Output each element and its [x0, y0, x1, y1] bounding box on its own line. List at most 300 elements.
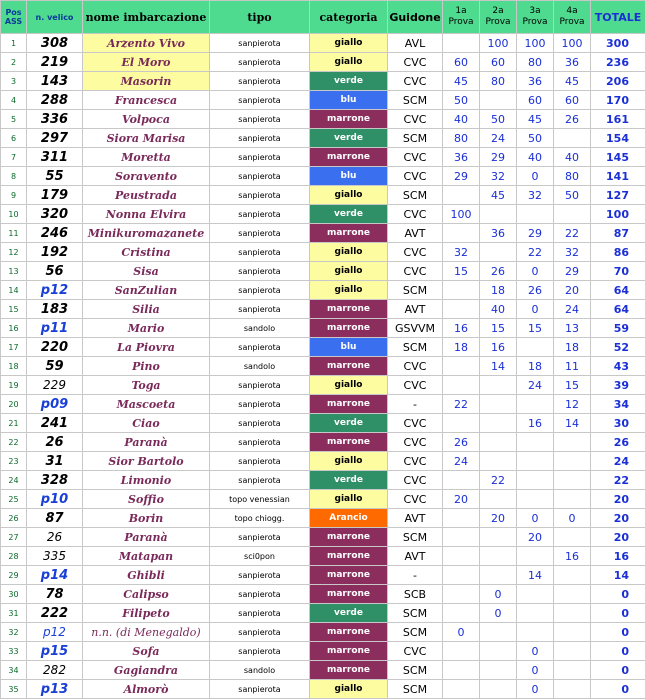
pos-header-line2: ASS — [4, 17, 23, 26]
prova1-cell: 18 — [443, 338, 480, 357]
categoria-cell: marrone — [310, 623, 388, 642]
categoria-cell: blu — [310, 91, 388, 110]
table-row — [1, 205, 645, 224]
prova3-cell: 50 — [517, 129, 554, 148]
categoria-cell: marrone — [310, 110, 388, 129]
tipo-cell: sanpierota — [210, 566, 310, 585]
nome-cell: Mascoeta — [83, 395, 210, 414]
table-row — [1, 243, 645, 262]
table-row — [1, 129, 645, 148]
prova3-cell — [517, 433, 554, 452]
guidone-cell: CVC — [388, 243, 443, 262]
header-row — [1, 1, 645, 34]
categoria-cell: giallo — [310, 262, 388, 281]
prova3-cell — [517, 547, 554, 566]
totale-cell: 127 — [591, 186, 645, 205]
prova2-cell: 32 — [480, 167, 517, 186]
nome-cell: Peustrada — [83, 186, 210, 205]
totale-cell: 43 — [591, 357, 645, 376]
prova4-cell — [554, 661, 591, 680]
categoria-cell: giallo — [310, 452, 388, 471]
prova1-header-line1: 1a — [455, 6, 467, 16]
guidone-cell: SCM — [388, 338, 443, 357]
totale-cell: 20 — [591, 528, 645, 547]
pos-cell: 23 — [1, 452, 27, 471]
velico-cell: 87 — [27, 509, 83, 528]
categoria-cell: marrone — [310, 642, 388, 661]
guidone-cell: SCB — [388, 585, 443, 604]
prova2-cell: 45 — [480, 186, 517, 205]
prova1-cell: 40 — [443, 110, 480, 129]
totale-cell: 64 — [591, 300, 645, 319]
table-row — [1, 91, 645, 110]
velico-cell: 288 — [27, 91, 83, 110]
pos-cell: 18 — [1, 357, 27, 376]
prova1-cell: 36 — [443, 148, 480, 167]
prova4-cell — [554, 566, 591, 585]
table-row — [1, 547, 645, 566]
totale-cell: 59 — [591, 319, 645, 338]
categoria-cell: Arancio — [310, 509, 388, 528]
tipo-cell: sanpierota — [210, 262, 310, 281]
tipo-cell: sanpierota — [210, 680, 310, 699]
tipo-cell: sanpierota — [210, 376, 310, 395]
prova2-header-line1: 2a — [492, 6, 504, 16]
prova2-cell — [480, 490, 517, 509]
nome-cell: Toga — [83, 376, 210, 395]
totale-header: TOTALE — [591, 1, 645, 34]
prova4-cell: 22 — [554, 224, 591, 243]
prova1-cell — [443, 585, 480, 604]
prova3-cell — [517, 395, 554, 414]
prova3-cell — [517, 205, 554, 224]
pos-header-line1: Pos — [5, 8, 22, 17]
prova2-cell: 14 — [480, 357, 517, 376]
velico-cell: p12 — [27, 281, 83, 300]
categoria-cell: marrone — [310, 585, 388, 604]
pos-cell: 4 — [1, 91, 27, 110]
prova2-cell: 20 — [480, 509, 517, 528]
table-row — [1, 604, 645, 623]
nome-cell: Masorin — [83, 72, 210, 91]
prova1-header-line2: Prova — [448, 17, 474, 27]
categoria-cell: blu — [310, 338, 388, 357]
prova2-cell: 40 — [480, 300, 517, 319]
nome-cell: Gagiandra — [83, 661, 210, 680]
tipo-cell: sanpierota — [210, 129, 310, 148]
tipo-cell: sanpierota — [210, 433, 310, 452]
prova4-cell — [554, 433, 591, 452]
prova1-cell — [443, 357, 480, 376]
pos-cell: 35 — [1, 680, 27, 699]
velico-cell: 311 — [27, 148, 83, 167]
velico-cell: 229 — [27, 376, 83, 395]
prova2-cell: 100 — [480, 34, 517, 53]
tipo-cell: sanpierota — [210, 53, 310, 72]
prova3-cell: 40 — [517, 148, 554, 167]
prova2-cell: 24 — [480, 129, 517, 148]
pos-cell: 3 — [1, 72, 27, 91]
nome-cell: Ghibli — [83, 566, 210, 585]
table-row — [1, 338, 645, 357]
prova4-cell — [554, 528, 591, 547]
nome-cell: Sofa — [83, 642, 210, 661]
velico-cell: 328 — [27, 471, 83, 490]
table-row — [1, 509, 645, 528]
tipo-cell: sandolo — [210, 357, 310, 376]
nome-cell: Mario — [83, 319, 210, 338]
guidone-cell: AVT — [388, 509, 443, 528]
totale-cell: 87 — [591, 224, 645, 243]
nome-cell: n.n. (di Menegaldo) — [83, 623, 210, 642]
totale-cell: 14 — [591, 566, 645, 585]
guidone-cell: CVC — [388, 262, 443, 281]
velico-header: n. velico — [27, 1, 83, 34]
totale-cell: 145 — [591, 148, 645, 167]
categoria-cell: marrone — [310, 300, 388, 319]
pos-cell: 14 — [1, 281, 27, 300]
prova4-cell: 15 — [554, 376, 591, 395]
prova3-cell: 45 — [517, 110, 554, 129]
nome-cell: Paranà — [83, 528, 210, 547]
prova2-cell — [480, 642, 517, 661]
totale-cell: 39 — [591, 376, 645, 395]
pos-cell: 33 — [1, 642, 27, 661]
categoria-cell: blu — [310, 167, 388, 186]
prova4-cell: 32 — [554, 243, 591, 262]
prova1-cell — [443, 224, 480, 243]
totale-cell: 161 — [591, 110, 645, 129]
prova4-cell: 45 — [554, 72, 591, 91]
prova3-header-line2: Prova — [522, 17, 548, 27]
prova3-cell: 29 — [517, 224, 554, 243]
velico-cell: 143 — [27, 72, 83, 91]
prova1-cell — [443, 604, 480, 623]
guidone-cell: CVC — [388, 452, 443, 471]
prova3-cell: 60 — [517, 91, 554, 110]
prova1-cell — [443, 547, 480, 566]
prova1-cell — [443, 642, 480, 661]
nome-cell: Siora Marisa — [83, 129, 210, 148]
prova4-cell: 20 — [554, 281, 591, 300]
categoria-cell: giallo — [310, 186, 388, 205]
categoria-cell: marrone — [310, 224, 388, 243]
table-row — [1, 281, 645, 300]
tipo-cell: sanpierota — [210, 205, 310, 224]
prova1-cell — [443, 376, 480, 395]
categoria-cell: marrone — [310, 395, 388, 414]
prova1-cell — [443, 566, 480, 585]
guidone-cell: SCM — [388, 528, 443, 547]
table-row — [1, 262, 645, 281]
prova2-cell: 36 — [480, 224, 517, 243]
velico-cell: 31 — [27, 452, 83, 471]
categoria-cell: marrone — [310, 566, 388, 585]
pos-cell: 10 — [1, 205, 27, 224]
prova2-cell: 0 — [480, 604, 517, 623]
velico-cell: 183 — [27, 300, 83, 319]
guidone-cell: CVC — [388, 205, 443, 224]
prova4-cell — [554, 452, 591, 471]
guidone-cell: CVC — [388, 53, 443, 72]
guidone-cell: CVC — [388, 414, 443, 433]
guidone-cell: CVC — [388, 148, 443, 167]
prova2-cell: 26 — [480, 262, 517, 281]
pos-cell: 20 — [1, 395, 27, 414]
nome-cell: Sior Bartolo — [83, 452, 210, 471]
prova1-cell — [443, 34, 480, 53]
velico-cell: 246 — [27, 224, 83, 243]
pos-cell: 6 — [1, 129, 27, 148]
prova1-cell: 50 — [443, 91, 480, 110]
prova1-cell — [443, 528, 480, 547]
totale-cell: 64 — [591, 281, 645, 300]
nome-cell: Soffio — [83, 490, 210, 509]
prova4-cell — [554, 585, 591, 604]
prova1-header — [443, 1, 480, 34]
guidone-header: Guidone — [388, 1, 443, 34]
prova2-cell — [480, 661, 517, 680]
prova1-cell: 32 — [443, 243, 480, 262]
tipo-cell: sanpierota — [210, 72, 310, 91]
prova4-cell: 13 — [554, 319, 591, 338]
tipo-cell: sanpierota — [210, 148, 310, 167]
categoria-cell: marrone — [310, 547, 388, 566]
tipo-cell: sandolo — [210, 661, 310, 680]
nome-cell: La Piovra — [83, 338, 210, 357]
prova3-cell: 0 — [517, 509, 554, 528]
categoria-cell: marrone — [310, 357, 388, 376]
prova2-cell: 18 — [480, 281, 517, 300]
prova1-cell — [443, 300, 480, 319]
pos-cell: 5 — [1, 110, 27, 129]
totale-cell: 0 — [591, 680, 645, 699]
table-row — [1, 471, 645, 490]
tipo-cell: sanpierota — [210, 395, 310, 414]
totale-cell: 300 — [591, 34, 645, 53]
prova2-cell — [480, 243, 517, 262]
prova2-cell — [480, 547, 517, 566]
categoria-cell: verde — [310, 414, 388, 433]
prova4-cell — [554, 604, 591, 623]
table-row — [1, 680, 645, 699]
tipo-cell: sanpierota — [210, 300, 310, 319]
prova1-cell: 45 — [443, 72, 480, 91]
prova3-cell — [517, 490, 554, 509]
guidone-cell: CVC — [388, 433, 443, 452]
guidone-cell: CVC — [388, 167, 443, 186]
categoria-cell: marrone — [310, 433, 388, 452]
tipo-cell: sci0pon — [210, 547, 310, 566]
guidone-cell: CVC — [388, 376, 443, 395]
guidone-cell: CVC — [388, 471, 443, 490]
nome-cell: Limonio — [83, 471, 210, 490]
prova4-header-line1: 4a — [566, 6, 578, 16]
totale-cell: 70 — [591, 262, 645, 281]
pos-cell: 27 — [1, 528, 27, 547]
prova4-cell — [554, 129, 591, 148]
nome-cell: Minikuromazanete — [83, 224, 210, 243]
prova1-cell: 26 — [443, 433, 480, 452]
categoria-cell: marrone — [310, 148, 388, 167]
table-row — [1, 357, 645, 376]
pos-cell: 22 — [1, 433, 27, 452]
prova1-cell: 100 — [443, 205, 480, 224]
categoria-cell: marrone — [310, 661, 388, 680]
prova2-cell — [480, 566, 517, 585]
guidone-cell: GSVVM — [388, 319, 443, 338]
velico-cell: p10 — [27, 490, 83, 509]
guidone-cell: SCM — [388, 91, 443, 110]
prova4-header — [554, 1, 591, 34]
table-body — [1, 34, 645, 699]
prova3-cell: 0 — [517, 167, 554, 186]
tipo-cell: sanpierota — [210, 34, 310, 53]
pos-cell: 8 — [1, 167, 27, 186]
nome-header: nome imbarcazione — [83, 1, 210, 34]
nome-cell: Pino — [83, 357, 210, 376]
tipo-cell: sanpierota — [210, 91, 310, 110]
nome-cell: Silia — [83, 300, 210, 319]
velico-cell: 26 — [27, 433, 83, 452]
totale-cell: 154 — [591, 129, 645, 148]
prova3-header — [517, 1, 554, 34]
pos-cell: 19 — [1, 376, 27, 395]
guidone-cell: AVT — [388, 300, 443, 319]
prova3-cell: 0 — [517, 300, 554, 319]
prova1-cell — [443, 680, 480, 699]
categoria-cell: giallo — [310, 376, 388, 395]
tipo-cell: sanpierota — [210, 452, 310, 471]
pos-cell: 31 — [1, 604, 27, 623]
pos-cell: 2 — [1, 53, 27, 72]
prova1-cell: 0 — [443, 623, 480, 642]
prova1-cell — [443, 661, 480, 680]
velico-cell: 222 — [27, 604, 83, 623]
totale-cell: 22 — [591, 471, 645, 490]
prova2-cell — [480, 433, 517, 452]
tipo-cell: sanpierota — [210, 414, 310, 433]
velico-cell: 297 — [27, 129, 83, 148]
nome-cell: Filipeto — [83, 604, 210, 623]
pos-cell: 34 — [1, 661, 27, 680]
totale-cell: 30 — [591, 414, 645, 433]
prova3-cell — [517, 585, 554, 604]
prova1-cell: 22 — [443, 395, 480, 414]
pos-cell: 7 — [1, 148, 27, 167]
prova2-cell — [480, 414, 517, 433]
velico-cell: 179 — [27, 186, 83, 205]
guidone-cell: - — [388, 395, 443, 414]
prova4-cell: 50 — [554, 186, 591, 205]
prova2-cell: 29 — [480, 148, 517, 167]
table-row — [1, 490, 645, 509]
tipo-cell: sanpierota — [210, 243, 310, 262]
prova4-cell — [554, 471, 591, 490]
nome-cell: Volpoca — [83, 110, 210, 129]
table-row — [1, 72, 645, 91]
prova3-cell: 15 — [517, 319, 554, 338]
categoria-cell: giallo — [310, 243, 388, 262]
prova2-cell: 60 — [480, 53, 517, 72]
prova4-header-line2: Prova — [559, 17, 585, 27]
totale-cell: 0 — [591, 642, 645, 661]
pos-cell: 9 — [1, 186, 27, 205]
prova3-cell — [517, 471, 554, 490]
tipo-cell: sanpierota — [210, 281, 310, 300]
table-row — [1, 148, 645, 167]
prova3-cell — [517, 604, 554, 623]
prova3-cell: 0 — [517, 262, 554, 281]
prova3-cell: 0 — [517, 642, 554, 661]
prova2-cell: 50 — [480, 110, 517, 129]
tipo-cell: sanpierota — [210, 471, 310, 490]
guidone-cell: CVC — [388, 642, 443, 661]
categoria-cell: verde — [310, 604, 388, 623]
prova4-cell: 11 — [554, 357, 591, 376]
prova1-cell — [443, 186, 480, 205]
prova4-cell: 18 — [554, 338, 591, 357]
nome-cell: Almorò — [83, 680, 210, 699]
nome-cell: Cristina — [83, 243, 210, 262]
categoria-cell: giallo — [310, 281, 388, 300]
prova3-cell: 24 — [517, 376, 554, 395]
prova4-cell: 80 — [554, 167, 591, 186]
prova4-cell: 0 — [554, 509, 591, 528]
tipo-cell: topo venessian — [210, 490, 310, 509]
categoria-cell: marrone — [310, 528, 388, 547]
prova2-cell: 0 — [480, 585, 517, 604]
velico-cell: p12 — [27, 623, 83, 642]
prova3-cell — [517, 338, 554, 357]
prova4-cell: 26 — [554, 110, 591, 129]
nome-cell: Arzento Vivo — [83, 34, 210, 53]
table-row — [1, 528, 645, 547]
prova1-cell: 15 — [443, 262, 480, 281]
table-row — [1, 319, 645, 338]
prova2-cell: 22 — [480, 471, 517, 490]
tipo-cell: sanpierota — [210, 585, 310, 604]
guidone-cell: AVT — [388, 547, 443, 566]
prova4-cell — [554, 205, 591, 224]
tipo-cell: sandolo — [210, 319, 310, 338]
table-row — [1, 452, 645, 471]
tipo-cell: sanpierota — [210, 604, 310, 623]
table-row — [1, 224, 645, 243]
table-row — [1, 642, 645, 661]
nome-cell: SanZulian — [83, 281, 210, 300]
prova4-cell: 29 — [554, 262, 591, 281]
prova1-cell: 24 — [443, 452, 480, 471]
prova4-cell — [554, 642, 591, 661]
prova2-cell — [480, 680, 517, 699]
prova3-cell: 22 — [517, 243, 554, 262]
categoria-cell: giallo — [310, 490, 388, 509]
guidone-cell: SCM — [388, 186, 443, 205]
prova4-cell: 60 — [554, 91, 591, 110]
categoria-cell: verde — [310, 72, 388, 91]
table-row — [1, 53, 645, 72]
totale-cell: 170 — [591, 91, 645, 110]
velico-cell: 336 — [27, 110, 83, 129]
prova1-cell: 16 — [443, 319, 480, 338]
pos-cell: 15 — [1, 300, 27, 319]
table-row — [1, 433, 645, 452]
prova3-cell: 26 — [517, 281, 554, 300]
prova4-cell: 100 — [554, 34, 591, 53]
totale-cell: 34 — [591, 395, 645, 414]
prova3-cell: 100 — [517, 34, 554, 53]
